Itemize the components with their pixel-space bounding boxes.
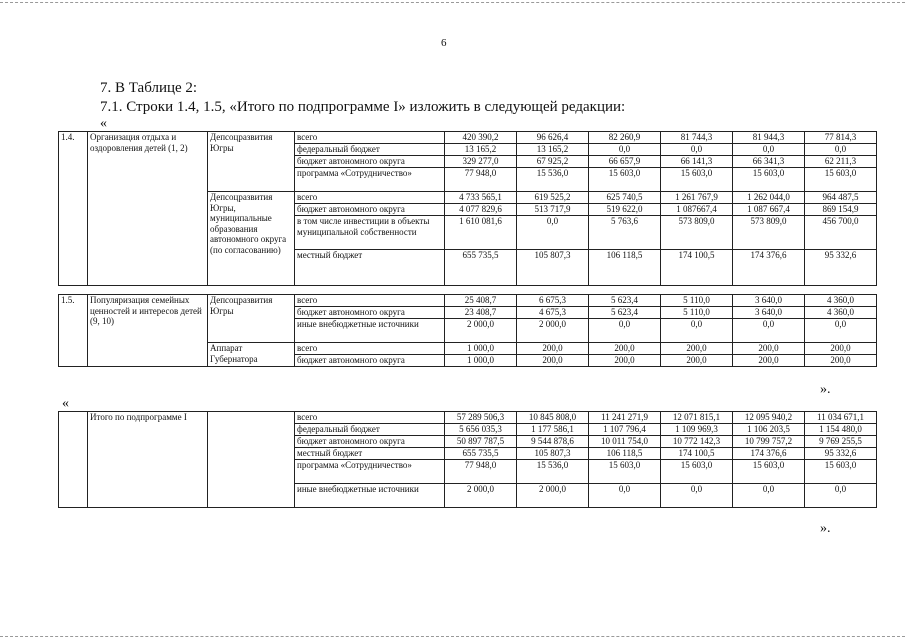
value-cell: 573 809,0 <box>661 216 733 250</box>
value-cell: 62 211,3 <box>805 156 877 168</box>
value-cell: 0,0 <box>661 319 733 343</box>
value-cell: 9 544 878,6 <box>517 436 589 448</box>
value-cell: 15 603,0 <box>805 460 877 484</box>
value-cell: 82 260,9 <box>589 132 661 144</box>
funding-source-cell: федеральный бюджет <box>295 144 445 156</box>
funding-source-cell: местный бюджет <box>295 250 445 286</box>
value-cell: 66 141,3 <box>661 156 733 168</box>
value-cell: 200,0 <box>733 355 805 367</box>
value-cell: 456 700,0 <box>805 216 877 250</box>
value-cell: 2 000,0 <box>517 484 589 508</box>
table-total-subprogram-1 <box>58 411 877 508</box>
value-cell: 15 603,0 <box>733 168 805 192</box>
value-cell: 0,0 <box>661 144 733 156</box>
value-cell: 13 165,2 <box>445 144 517 156</box>
value-cell: 5 623,4 <box>589 307 661 319</box>
table-gap <box>59 286 877 295</box>
value-cell: 5 110,0 <box>661 295 733 307</box>
value-cell: 2 000,0 <box>517 319 589 343</box>
value-cell: 519 622,0 <box>589 204 661 216</box>
value-cell: 1 261 767,9 <box>661 192 733 204</box>
funding-source-cell: иные внебюджетные источники <box>295 319 445 343</box>
funding-source-cell: программа «Сотрудничество» <box>295 460 445 484</box>
value-cell: 573 809,0 <box>733 216 805 250</box>
value-cell: 57 289 506,3 <box>445 412 517 424</box>
executor-cell: Аппарат Губернатора <box>208 343 295 367</box>
value-cell: 1 087 667,4 <box>733 204 805 216</box>
value-cell: 619 525,2 <box>517 192 589 204</box>
value-cell: 0,0 <box>733 144 805 156</box>
value-cell: 1 610 081,6 <box>445 216 517 250</box>
table-rows-1-4-1-5 <box>58 131 877 367</box>
value-cell: 12 095 940,2 <box>733 412 805 424</box>
funding-source-cell: бюджет автономного округа <box>295 355 445 367</box>
funding-source-cell: в том числе инвестиции в объекты муниципальной собственности <box>295 216 445 250</box>
value-cell: 95 332,6 <box>805 448 877 460</box>
executor-cell: Депсоцразвития Югры, муниципальные образования автономного округа (по согласованию) <box>208 192 295 286</box>
value-cell: 200,0 <box>589 343 661 355</box>
value-cell: 655 735,5 <box>445 250 517 286</box>
value-cell: 23 408,7 <box>445 307 517 319</box>
funding-source-cell: всего <box>295 412 445 424</box>
value-cell: 200,0 <box>589 355 661 367</box>
funding-source-cell: бюджет автономного округа <box>295 307 445 319</box>
funding-source-cell: местный бюджет <box>295 448 445 460</box>
value-cell: 15 603,0 <box>661 168 733 192</box>
value-cell: 1 109 969,3 <box>661 424 733 436</box>
value-cell: 6 675,3 <box>517 295 589 307</box>
value-cell: 77 948,0 <box>445 460 517 484</box>
value-cell: 10 799 757,2 <box>733 436 805 448</box>
value-cell: 625 740,5 <box>589 192 661 204</box>
activity-name-cell: Популяризация семейных ценностей и интересов детей (9, 10) <box>88 295 208 367</box>
value-cell: 1 107 796,4 <box>589 424 661 436</box>
value-cell: 1 262 044,0 <box>733 192 805 204</box>
value-cell: 0,0 <box>589 144 661 156</box>
total-name-cell: Итого по подпрограмме I <box>88 412 208 508</box>
value-cell: 105 807,3 <box>517 448 589 460</box>
value-cell: 200,0 <box>733 343 805 355</box>
value-cell: 200,0 <box>661 355 733 367</box>
value-cell: 15 536,0 <box>517 168 589 192</box>
page-number: 6 <box>441 37 447 49</box>
table-row <box>59 132 877 144</box>
section-heading: 7. В Таблице 2: <box>100 80 198 96</box>
executor-cell: Депсоцразвития Югры <box>208 132 295 192</box>
value-cell: 11 034 671,1 <box>805 412 877 424</box>
opening-quote-2: « <box>62 396 69 411</box>
value-cell: 513 717,9 <box>517 204 589 216</box>
value-cell: 1 000,0 <box>445 355 517 367</box>
value-cell: 200,0 <box>517 343 589 355</box>
opening-quote: « <box>100 116 107 131</box>
value-cell: 0,0 <box>661 484 733 508</box>
funding-source-cell: бюджет автономного округа <box>295 204 445 216</box>
value-cell: 81 744,3 <box>661 132 733 144</box>
value-cell: 4 675,3 <box>517 307 589 319</box>
value-cell: 0,0 <box>805 319 877 343</box>
value-cell: 77 814,3 <box>805 132 877 144</box>
value-cell: 50 897 787,5 <box>445 436 517 448</box>
value-cell: 4 360,0 <box>805 307 877 319</box>
row-number-cell <box>59 412 88 508</box>
value-cell: 329 277,0 <box>445 156 517 168</box>
value-cell: 5 623,4 <box>589 295 661 307</box>
funding-source-cell: программа «Сотрудничество» <box>295 168 445 192</box>
value-cell: 1 000,0 <box>445 343 517 355</box>
funding-source-cell: всего <box>295 295 445 307</box>
row-number-cell: 1.4. <box>59 132 88 286</box>
value-cell: 1 106 203,5 <box>733 424 805 436</box>
table-row <box>59 412 877 424</box>
value-cell: 106 118,5 <box>589 448 661 460</box>
value-cell: 964 487,5 <box>805 192 877 204</box>
value-cell: 0,0 <box>589 484 661 508</box>
value-cell: 174 100,5 <box>661 250 733 286</box>
value-cell: 200,0 <box>805 343 877 355</box>
value-cell: 655 735,5 <box>445 448 517 460</box>
value-cell: 0,0 <box>733 484 805 508</box>
value-cell: 15 536,0 <box>517 460 589 484</box>
value-cell: 0,0 <box>805 144 877 156</box>
bottom-rule <box>0 636 905 637</box>
value-cell: 200,0 <box>661 343 733 355</box>
value-cell: 200,0 <box>517 355 589 367</box>
value-cell: 174 376,6 <box>733 250 805 286</box>
value-cell: 0,0 <box>517 216 589 250</box>
value-cell: 66 657,9 <box>589 156 661 168</box>
value-cell: 1 087667,4 <box>661 204 733 216</box>
table-row <box>59 295 877 307</box>
executor-cell: Депсоцразвития Югры <box>208 295 295 343</box>
value-cell: 95 332,6 <box>805 250 877 286</box>
value-cell: 25 408,7 <box>445 295 517 307</box>
funding-source-cell: федеральный бюджет <box>295 424 445 436</box>
value-cell: 420 390,2 <box>445 132 517 144</box>
value-cell: 67 925,2 <box>517 156 589 168</box>
funding-source-cell: бюджет автономного округа <box>295 436 445 448</box>
value-cell: 5 656 035,3 <box>445 424 517 436</box>
closing-quote-2: ». <box>820 521 831 536</box>
value-cell: 0,0 <box>805 484 877 508</box>
row-number-cell: 1.5. <box>59 295 88 367</box>
value-cell: 1 154 480,0 <box>805 424 877 436</box>
value-cell: 2 000,0 <box>445 319 517 343</box>
executor-cell <box>208 412 295 508</box>
funding-source-cell: иные внебюджетные источники <box>295 484 445 508</box>
value-cell: 10 011 754,0 <box>589 436 661 448</box>
value-cell: 4 733 565,1 <box>445 192 517 204</box>
value-cell: 15 603,0 <box>589 168 661 192</box>
value-cell: 15 603,0 <box>661 460 733 484</box>
value-cell: 106 118,5 <box>589 250 661 286</box>
value-cell: 13 165,2 <box>517 144 589 156</box>
value-cell: 2 000,0 <box>445 484 517 508</box>
value-cell: 5 763,6 <box>589 216 661 250</box>
funding-source-cell: всего <box>295 132 445 144</box>
instruction-text: 7.1. Строки 1.4, 1.5, «Итого по подпрограмме I» изложить в следующей редакции: <box>100 99 626 115</box>
funding-source-cell: бюджет автономного округа <box>295 156 445 168</box>
top-rule <box>0 2 905 3</box>
gap-cell <box>59 286 877 295</box>
value-cell: 66 341,3 <box>733 156 805 168</box>
value-cell: 10 772 142,3 <box>661 436 733 448</box>
value-cell: 174 100,5 <box>661 448 733 460</box>
value-cell: 12 071 815,1 <box>661 412 733 424</box>
value-cell: 15 603,0 <box>805 168 877 192</box>
value-cell: 3 640,0 <box>733 307 805 319</box>
funding-source-cell: всего <box>295 343 445 355</box>
value-cell: 1 177 586,1 <box>517 424 589 436</box>
value-cell: 174 376,6 <box>733 448 805 460</box>
value-cell: 4 360,0 <box>805 295 877 307</box>
value-cell: 4 077 829,6 <box>445 204 517 216</box>
value-cell: 10 845 808,0 <box>517 412 589 424</box>
value-cell: 11 241 271,9 <box>589 412 661 424</box>
closing-quote-1: ». <box>820 382 831 397</box>
value-cell: 15 603,0 <box>733 460 805 484</box>
value-cell: 3 640,0 <box>733 295 805 307</box>
value-cell: 15 603,0 <box>589 460 661 484</box>
value-cell: 200,0 <box>805 355 877 367</box>
value-cell: 0,0 <box>589 319 661 343</box>
value-cell: 105 807,3 <box>517 250 589 286</box>
value-cell: 96 626,4 <box>517 132 589 144</box>
value-cell: 869 154,9 <box>805 204 877 216</box>
value-cell: 81 944,3 <box>733 132 805 144</box>
value-cell: 5 110,0 <box>661 307 733 319</box>
activity-name-cell: Организация отдыха и оздоровления детей (1, 2) <box>88 132 208 286</box>
value-cell: 77 948,0 <box>445 168 517 192</box>
value-cell: 9 769 255,5 <box>805 436 877 448</box>
funding-source-cell: всего <box>295 192 445 204</box>
value-cell: 0,0 <box>733 319 805 343</box>
